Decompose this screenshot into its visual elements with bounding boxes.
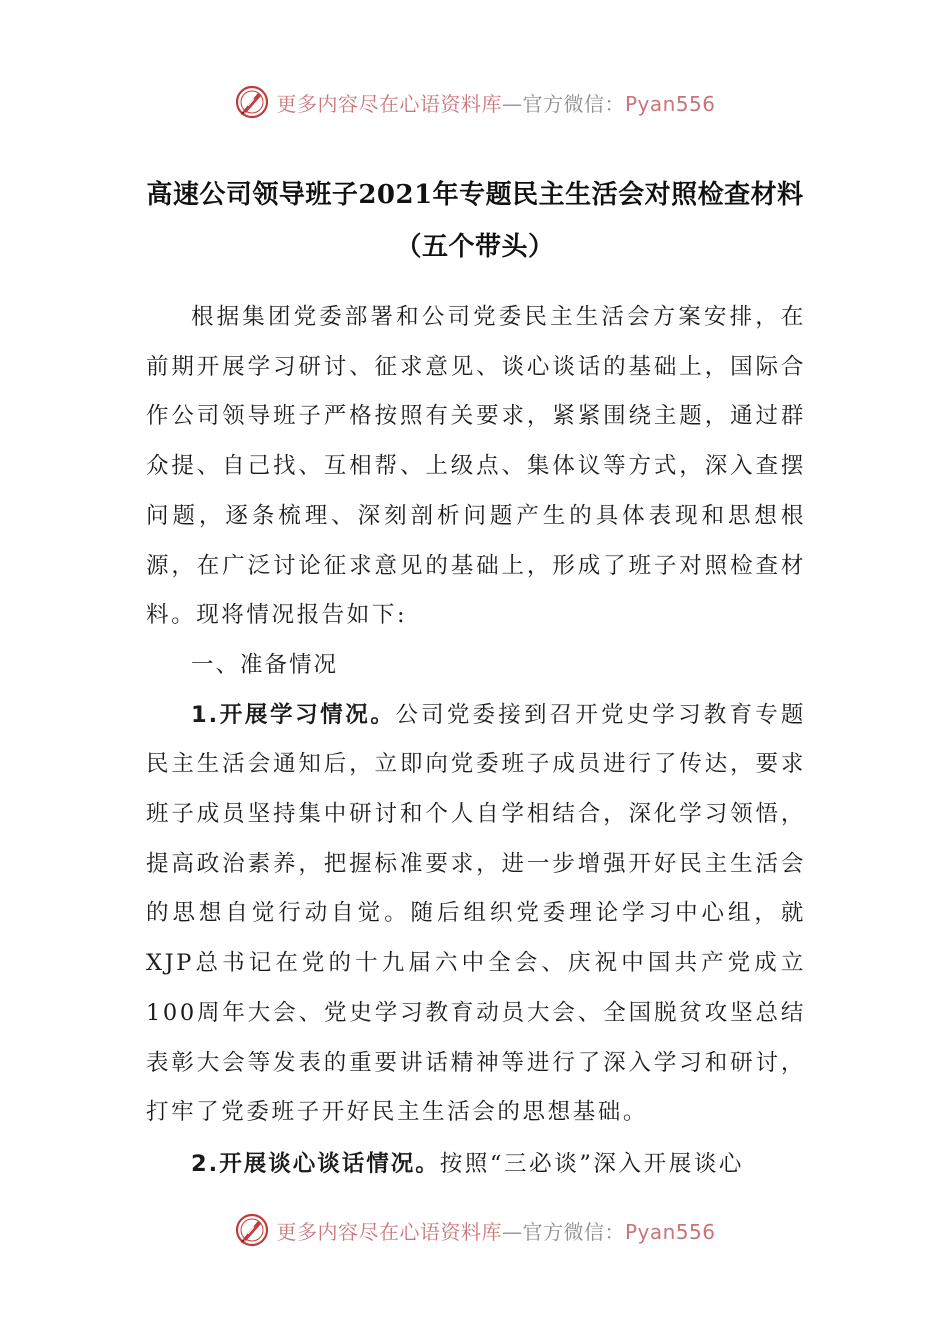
watermark-official-label: 官方微信：: [522, 1219, 625, 1244]
watermark-banner-bottom: [0, 1210, 950, 1250]
pen-nib-logo-icon: [234, 84, 270, 120]
watermark-text: [276, 1216, 715, 1245]
item-1-text: 公司党委接到召开党史学习教育专题民主生活会通知后，立即向党委班子成员进行了传达，要求班子成员坚持集中研讨和个人自学相结合，深化学习领悟，提高政治素养，把握标准要求，进一步增强开好民主生活会的思想自觉行动自觉。随后组织党委理论学习中心组，就XJP总书记在党的十九届六中全会、庆祝中国共产党成立100周年大会、党史学习教育动员大会、全国脱贫攻坚总结表彰大会等发表的重要讲话精神等进行了深入学习和研讨，打牢了党委班子开好民主生活会的思想基础。: [146, 701, 806, 1126]
item-2-paragraph: [146, 1140, 806, 1190]
watermark-wechat-id: Pyan556: [624, 91, 716, 116]
watermark-text: [276, 88, 715, 117]
pen-nib-logo-icon: [234, 1212, 270, 1248]
document-body: [146, 293, 806, 1190]
item-2-text: 按照“三必谈”深入开展谈心: [439, 1150, 745, 1177]
watermark-banner-top: [0, 82, 950, 122]
item-2-lead: 2.开展谈心谈话情况。: [191, 1150, 440, 1177]
document-subtitle: （五个带头）: [395, 232, 555, 262]
watermark-wechat-id: Pyan556: [624, 1219, 716, 1244]
watermark-dash: —: [501, 91, 523, 116]
watermark-main-text: 更多内容尽在心语资料库: [276, 91, 502, 116]
watermark-dash: —: [501, 1219, 523, 1244]
item-1-paragraph: [146, 691, 806, 1138]
watermark-main-text: 更多内容尽在心语资料库: [276, 1219, 502, 1244]
section-heading-preparation: 一、准备情况: [191, 651, 339, 678]
intro-paragraph: 根据集团党委部署和公司党委民主生活会方案安排，在前期开展学习研讨、征求意见、谈心谈话的基础上，国际合作公司领导班子严格按照有关要求，紧紧围绕主题，通过群众提、自己找、互相帮、上级点、集体议等方式，深入查摆问题，逐条梳理、深刻剖析问题产生的具体表现和思想根源，在广泛讨论征求意见的基础上，形成了班子对照检查材料。现将情况报告如下:: [146, 304, 806, 629]
watermark-official-label: 官方微信：: [522, 91, 625, 116]
item-1-lead: 1.开展学习情况。: [191, 701, 396, 728]
document-title: 高速公司领导班子2021年专题民主生活会对照检查材料: [146, 180, 804, 210]
